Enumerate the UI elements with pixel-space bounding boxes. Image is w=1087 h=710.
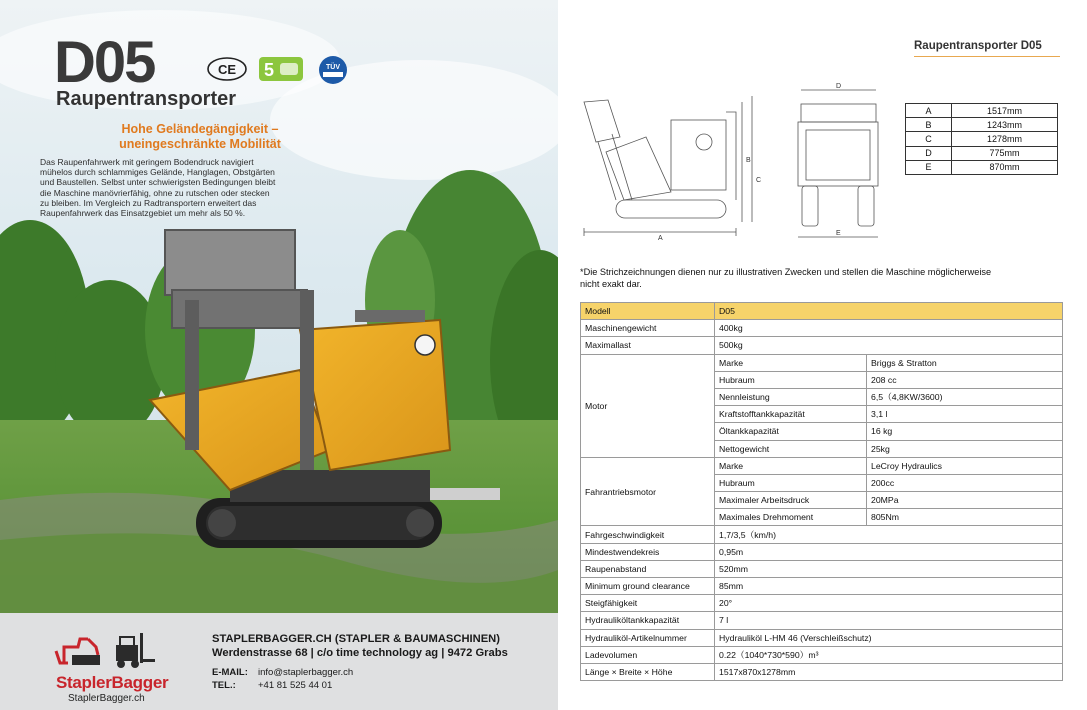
table-row: Motor Marke Briggs & Stratton	[581, 354, 1063, 371]
table-row: Kraftstofftankkapazität 3,1 l	[581, 406, 1063, 423]
model-title: D05	[54, 30, 155, 95]
table-row: Nennleistung 6,5（4,8KW/3600)	[581, 388, 1063, 405]
svg-text:5: 5	[263, 60, 275, 80]
table-row: Maximales Drehmoment 805Nm	[581, 509, 1063, 526]
drawing-label-e: E	[836, 230, 841, 237]
table-row: Maximaler Arbeitsdruck 20MPa	[581, 492, 1063, 509]
intro-paragraph: Das Raupenfahrwerk mit geringem Bodendruck navigiert mühelos durch schlammiges Gelände, Hanglagen, Obstgärten und Baustellen. Selbst unter schwierigsten Bedingungen bleibt die Maschine manövrierfähig, ohne zu rutschen oder stecken zu bleiben. Im Vergleich zu Radtransportern erweitert das Raupenfahrwerk das Einsatzgebiet um mehr als 50 %.	[40, 157, 276, 219]
drawing-disclaimer: *Die Strichzeichnungen dienen nur zu illustrativen Zwecken und stellen die Maschine möglicherweise nicht exakt dar.	[580, 267, 992, 289]
table-row: Öltankkapazität 16 kg	[581, 423, 1063, 440]
table-row: C 1278mm	[906, 132, 1058, 146]
company-info	[212, 632, 508, 660]
dimension-drawings	[576, 82, 896, 242]
drive-motor-group-label: Fahrantriebsmotor	[581, 457, 715, 526]
tuv-seal-icon	[315, 55, 351, 85]
company-logo	[50, 625, 180, 705]
table-row: A 1517mm	[906, 104, 1058, 118]
company-name: STAPLERBAGGER.CH (STAPLER & BAUMASCHINEN)	[212, 633, 500, 645]
table-row: Minimum ground clearance 85mm	[581, 578, 1063, 595]
phone-number[interactable]: +41 81 525 44 01	[258, 680, 333, 691]
table-row: Hydrauliköltankkapazität 7 l	[581, 612, 1063, 629]
table-row: Fahrgeschwindigkeit 1,7/3,5（km/h)	[581, 526, 1063, 543]
table-row: Nettogewicht 25kg	[581, 440, 1063, 457]
table-row: B 1243mm	[906, 118, 1058, 132]
email-label: E-MAIL:	[212, 667, 248, 678]
table-row: Hubraum 208 cc	[581, 371, 1063, 388]
table-row: Mindestwendekreis 0,95m	[581, 543, 1063, 560]
product-name: Raupentransporter	[56, 88, 237, 110]
drawing-label-c: C	[756, 177, 762, 184]
table-header-row: Modell D05	[581, 303, 1063, 320]
table-row: Hydrauliköl-Artikelnummer Hydrauliköl L-HM 46 (Verschleißschutz)	[581, 629, 1063, 646]
drawing-label-a: A	[658, 235, 663, 242]
spec-page	[558, 0, 1087, 710]
contact-info	[212, 666, 353, 692]
dimensions-table	[905, 103, 1058, 175]
table-row: D 775mm	[906, 146, 1058, 160]
excavator-forklift-logo-icon	[50, 625, 180, 673]
tel-label: TEL.:	[212, 680, 236, 691]
email-link[interactable]: info@staplerbagger.ch	[258, 667, 354, 678]
table-row: Hubraum 200cc	[581, 474, 1063, 491]
table-row: Maschinengewicht 400kg	[581, 320, 1063, 337]
svg-text:TÜV: TÜV	[326, 64, 340, 71]
slogan: Hohe Geländegängigkeit – uneingeschränkte Mobilität	[119, 122, 281, 151]
table-row: Länge × Breite × Höhe 1517x870x1278mm	[581, 663, 1063, 680]
table-row: E 870mm	[906, 160, 1058, 174]
epa-stage5-icon	[258, 56, 304, 82]
motor-group-label: Motor	[581, 354, 715, 457]
ce-mark-icon	[206, 56, 248, 82]
table-row: Steigfähigkeit 20°	[581, 595, 1063, 612]
logo-url: StaplerBagger.ch	[68, 693, 145, 704]
spec-table	[580, 302, 1063, 681]
header-divider	[914, 56, 1060, 57]
drawing-label-d: D	[836, 83, 842, 90]
spec-page-header: Raupentransporter D05	[914, 40, 1042, 52]
logo-text: StaplerBagger	[56, 673, 169, 692]
svg-text:CE: CE	[217, 62, 237, 77]
table-row: Raupenabstand 520mm	[581, 560, 1063, 577]
table-row: Maximallast 500kg	[581, 337, 1063, 354]
footer	[0, 613, 558, 710]
company-address: Werdenstrasse 68 | c/o time technology ag | 9472 Grabs	[212, 647, 508, 659]
table-row: Fahrantriebsmotor Marke LeCroy Hydraulics	[581, 457, 1063, 474]
table-row: Ladevolumen 0.22（1040*730*590）m³	[581, 646, 1063, 663]
drawing-label-b: B	[746, 157, 751, 164]
